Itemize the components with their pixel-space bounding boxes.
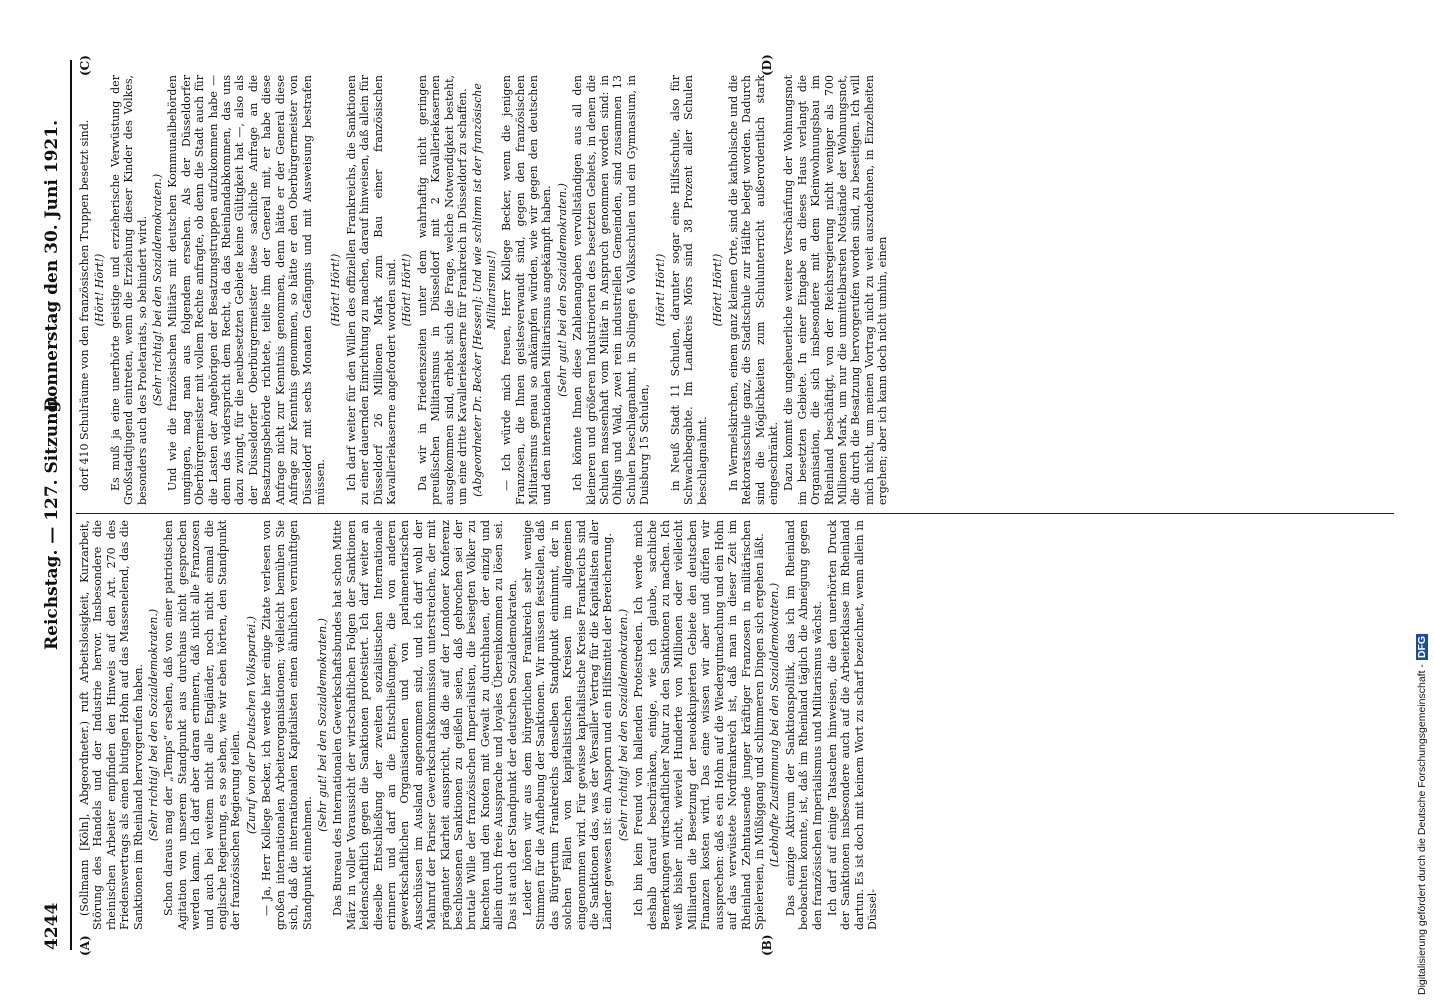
header-rule bbox=[70, 60, 72, 950]
paragraph: — Ich würde mich freuen, Herr Kollege Becker, wenn die jenigen Franzosen, die Ihnen geistesverwandt sind, gegen den französischen Militarismus genau so ankämpfen würden, wie wir gegen den deutschen und den internationalen Militarismus angekämpft haben. bbox=[500, 75, 554, 505]
page-header bbox=[42, 60, 68, 950]
paragraph: dorf 410 Schulräume von den französischen Truppen besetzt sind. bbox=[78, 119, 91, 491]
session-title: Reichstag. — 127. Sitzung. bbox=[42, 394, 62, 650]
paragraph: Das Bureau des Internationalen Gewerkschaftsbundes hat schon Mitte März in voller Voraussicht der wirtschaftlichen Folgen der Sanktionen leidenschaftlich gegen die Sanktionen protestiert. Ich darf weiter an dieselbe Entschließung der zweiten sozialistischen Internationale erinnern und darf an die Entschließungen, die von anderen gewerkschaftlichen Organisationen und von parlamentarischen Ausschüssen im Ausland angenommen sind, und ich darf wohl der Mahnruf der Pariser Gewerkschaftskommission unterstreichen, der mit prägnanter Klarheit ausspricht, daß die auf der Londoner Konferenz beschlossenen Sanktionen zu geißeln seien, daß gebrochen sei der brutale Wille der französischen Imperialisten, die besiegten Völker zu knechten und den Knoten mit Gewalt zu durchhauen, der einzig und allein durch freie Aussprache und loyales Übereinkommen zu lösen sei. Das ist auch der Standpunkt der deutschen Sozialdemokraten. bbox=[331, 520, 519, 930]
paragraph: (Zuruf von der Deutschen Volkspartei.) bbox=[244, 616, 258, 834]
paragraph: (Sehr richtig! bei den Sozialdemokraten.) bbox=[147, 608, 161, 842]
paragraph: (Hört! Hört!) bbox=[400, 253, 414, 327]
column-divider bbox=[76, 513, 1394, 514]
paragraph: Ich bin kein Freund von hallenden Protestreden. Ich werde mich deshalb darauf beschränken, einige, wie ich glaube, sachliche Bemerkungen wirtschaftlicher Natur zu den Sanktionen zu machen. Ich weiß bisher nicht, wieviel Hunderte von Millionen oder vielleicht Milliarden die Besetzung der neuokkupierten Gebiete den deutschen Finanzen kosten wird. Das eine wissen wir aber und dürfen wir aussprechen: daß es ein Hohn auf die Wiedergutmachung und ein Hohn auf das verwüstete Nordfrankreich ist, daß man in dieser Zeit im Rheinland Zehntausende junger kräftiger Franzosen in militärischen Spielereien, in Müßiggang und schlimmeren Dingen sich ergehen läßt. bbox=[632, 520, 766, 930]
paragraph: (Hört! Hört!) bbox=[93, 253, 107, 327]
paragraph: (Hört! Hört!) bbox=[711, 253, 725, 327]
paragraph: in Neuß Stadt 11 Schulen, darunter sogar eine Hilfsschule, also für Schwachbegabte. Im Landkreis Mörs sind 38 Prozent aller Schulen beschlagnahmt. bbox=[669, 75, 709, 505]
paragraph: (Hört! Hört!) bbox=[329, 253, 343, 327]
paragraph: (Sehr gut! bei den Sozialdemokraten.) bbox=[315, 618, 329, 832]
paragraph: — Ja, Herr Kollege Becker, ich werde hier einige Zitate verlesen von großen internationalen Arbeiterorganisationen; vielleicht bemühen Sie sich, daß die internationalen Kapitalisten einen ähnlichen vernünftigen Standpunkt einnehmen. bbox=[260, 520, 314, 930]
paragraph: Es muß ja eine unerhörte geistige und erzieherische Verwüstung der Großstadtjugend eintreten, wenn die Erziehung dieser Kinder des Volkes, besonders auch des Proletariats, so behindert wird. bbox=[108, 75, 149, 505]
margin-mark-d: (D) bbox=[760, 54, 774, 76]
digitization-note bbox=[1416, 15, 1430, 995]
margin-mark-c: (C) bbox=[78, 55, 92, 76]
paragraph: (Sehr richtig! bei den Sozialdemokraten.) bbox=[616, 608, 630, 842]
paragraph: (Lebhafte Zustimmung bei den Sozialdemokraten.) bbox=[768, 582, 782, 868]
paragraph: Ich darf auf einige Tatsachen hinweisen, die den unerhörten Druck der Sanktionen insbesondere auch auf die Arbeiterklasse im Rheinland dartun. Es ist doch mit keinem Wort zu scharf bezeichnet, wenn allein in Düssel- bbox=[825, 520, 880, 930]
paragraph: (Sollmann [Köln], Abgeordneter.) ruft Arbeitslosigkeit, Kurzarbeit, Störung des Handels und der Industrie hervor. Insbesondere die rheinischen Arbeiter empfinden den Hinweis auf den Art. 270 des Friedensvertrags als einen blutigen Hohn auf das Massenelend, das die Sanktionen im Rheinland hervorgerufen haben. bbox=[78, 520, 145, 930]
paragraph: (Sehr gut! bei den Sozialdemokraten.) bbox=[555, 183, 569, 397]
margin-mark-a: (A) bbox=[78, 935, 92, 956]
text-column-left bbox=[78, 520, 1394, 930]
margin-mark-b: (B) bbox=[760, 934, 774, 956]
page-number: 4244 bbox=[42, 902, 62, 950]
paragraph: Da wir in Friedenszeiten unter dem wahrhaftig nicht geringen preußischen Militarismus in Düsseldorf mit 2 Kavalleriekasernen ausgekommen sind, erhebt sich die Frage, welche Notwendigkeit besteht, um eine dritte Kavalleriekaserne für Frankreich in Düsseldorf zu schaffen. bbox=[415, 75, 469, 505]
paragraph: In Wermelskirchen, einem ganz kleinen Orte, sind die katholische und die Rektoratsschule ganz, die Stadtschule zur Hälfte belegt worden. Dadurch sind die Möglichkeiten zum Schulunterricht außerordentlich stark eingeschränkt. bbox=[726, 75, 780, 505]
paragraph: Und wie die französischen Militärs mit deutschen Kommunalbehörden umgingen, mag man aus folgendem ersehen. Als der Düsseldorfer Oberbürgermeister mit vollem Rechte anfragte, ob denn die Stadt auch für die Lasten der Angehörigen der Besatzungstruppen aufzukommen habe — denn das widerspricht dem Recht, da das Rheinlandabkommen, das uns dazu zwingt, für die neubesetzten Gebiete keine Gültigkeit hat —, also als der Düsseldorfer Oberbürgermeister diese sachliche Anfrage an die Besatzungsbehörde richtete, teilte ihm der General mit, er habe diese Anfrage nicht zur Kenntnis genommen, denn hätte er der General diese Anfrage zur Kenntnis genommen, so hätte er den Oberbürgermeister von Düsseldorf mit sechs Monaten Gefängnis und mit Ausweisung bestrafen müssen. bbox=[166, 75, 327, 505]
text-column-right bbox=[78, 75, 1394, 505]
session-date: Donnerstag den 30. Juni 1921. bbox=[42, 120, 62, 412]
digitization-text: Digitalisierung gefördert durch die Deutsche Forschungsgemeinschaft - bbox=[1416, 664, 1428, 995]
dfg-logo: DFG bbox=[1416, 635, 1428, 659]
paragraph: Dazu kommt die ungeheuerliche weitere Verschärfung der Wohnungsnot im besetzten Gebiete. In einer Eingabe an dieses Haus verlangt die Organisation, die sich insbesondere mit dem Kleinwohnungsbau im Rheinland beschäftigt, von der Reichsregierung nicht weniger als 700 Millionen Mark, um nur die unmittelbarsten Notstände der Wohnungsnot, die durch die Besatzung hervorgerufen worden sind, zu beseitigen. Ich will mich nicht, um meinen Vortrag nicht zu weit auszudehnen, in Einzelheiten ergehen; aber ich kann doch nicht umhin, einen bbox=[782, 75, 890, 505]
paragraph: Das einzige Aktivum der Sanktionspolitik, das ich im Rheinland beobachten konnte, ist, daß im Rheinland täglich die Abneigung gegen den französischen Imperialismus und Militarismus wächst. bbox=[783, 520, 824, 930]
paragraph: Ich darf weiter für den Willen des offiziellen Frankreichs, die Sanktionen zu einer dauernden Einrichtung zu machen, darauf hinweisen, daß allein für Düsseldorf 26 Millionen Mark zum Bau einer französischen Kavalleriekaserne angefordert worden sind. bbox=[344, 75, 398, 505]
scanned-page bbox=[40, 50, 1400, 960]
paragraph: (Abgeordneter Dr. Becker [Hessen]: Und wie schlimm ist der französische Militarismus!) bbox=[471, 83, 498, 497]
paragraph: Leider hören wir aus dem bürgerlichen Frankreich sehr wenige Stimmen für die Aufhebung der Sanktionen. Wir müssen feststellen, daß das Bürgertum Frankreichs denselben Standpunkt einnimmt, der in solchen Fällen von kapitalistischen Kreisen im allgemeinen eingenommen wird. Für gewisse kapitalistische Kreise Frankreichs sind die Sanktionen das, was der Versailler Vertrag für die Kapitalisten aller Länder gewesen ist: ein Ansporn und ein Hilfsmittel der Bereicherung. bbox=[521, 520, 615, 930]
paragraph: Schon daraus mag der „Temps“ ersehen, daß von einer patriotischen Agitation von unserem Standpunkt aus durchaus nicht gesprochen werden kann. Ich darf aber daran erinnern, daß nicht alle Franzosen und auch bei weitem nicht alle Engländer, noch nicht einmal die englische Regierung, es so sehen, wie wir eben hörten, den Standpunkt der französischen Regierung teilen. bbox=[162, 520, 243, 930]
paragraph: (Sehr richtig! bei den Sozialdemokraten.) bbox=[151, 173, 165, 407]
paragraph: (Hört! Hört!) bbox=[653, 253, 667, 327]
paragraph: Ich könnte Ihnen diese Zahlenangaben vervollständigen aus all den kleineren und größeren Industrieorten des besetzten Gebiets, in denen die Schulen massenhaft vom Militär in Anspruch genommen worden sind: in Ohligs und Wald, zwei rein industriellen Gemeinden, sind zusammen 13 Schulen beschlagnahmt, in Solingen 6 Volksschulen und ein Gymnasium, in Duisburg 15 Schulen, bbox=[571, 75, 652, 505]
